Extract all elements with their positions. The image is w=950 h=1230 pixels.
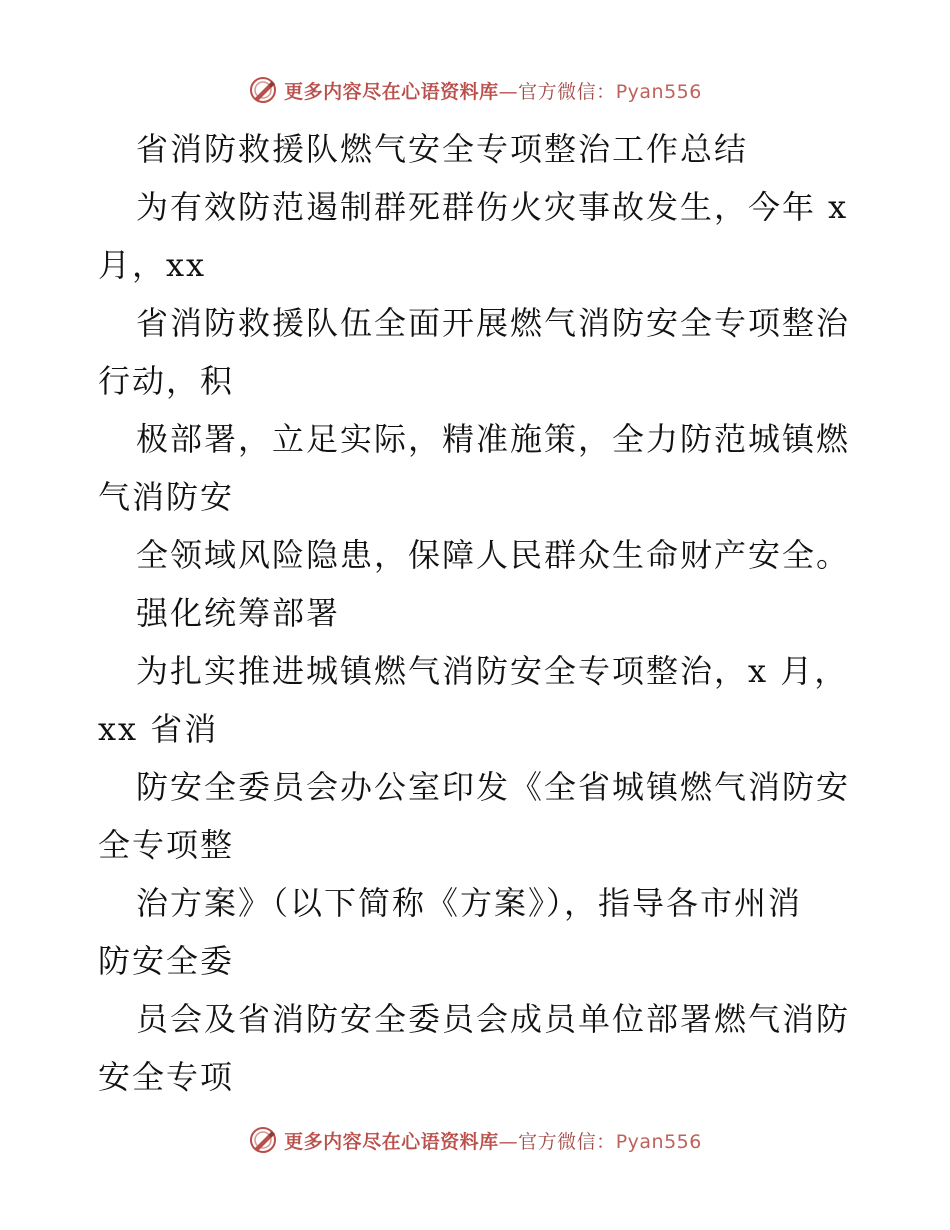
footer-separator: — <box>498 1130 519 1153</box>
paragraph-line: 安全专项 <box>98 1058 235 1096</box>
paragraph-line: 月，xx <box>98 246 207 284</box>
paragraph-line: 省消防救援队伍全面开展燃气消防安全专项整治 <box>136 304 851 342</box>
paragraph-line: 治方案》（以下简称《方案》），指导各市州消 <box>136 884 803 922</box>
paragraph-line: 全专项整 <box>98 826 235 864</box>
header-brand: 更多内容尽在心语资料库 <box>284 80 499 103</box>
paragraph-line: 防安全委员会办公室印发《全省城镇燃气消防安 <box>136 768 851 806</box>
paragraph-line: 气消防安 <box>98 478 235 516</box>
header-wechat-label: 官方微信： <box>518 80 616 103</box>
document-body <box>98 120 858 1106</box>
paragraph-line: xx 省消 <box>98 710 219 748</box>
footer-watermark <box>0 1120 950 1160</box>
pen-logo-icon <box>248 75 278 105</box>
header-separator: — <box>498 80 519 103</box>
paragraph-line: 员会及省消防安全委员会成员单位部署燃气消防 <box>136 1000 851 1038</box>
pen-logo-icon <box>248 1125 278 1155</box>
footer-brand: 更多内容尽在心语资料库 <box>284 1130 499 1153</box>
header-watermark-text <box>284 77 702 104</box>
paragraph-line: 行动，积 <box>98 362 235 400</box>
paragraph-line: 防安全委 <box>98 942 235 980</box>
footer-wechat-id: Pyan556 <box>615 1130 702 1153</box>
paragraph-line: 全领域风险隐患，保障人民群众生命财产安全。 <box>136 536 851 574</box>
header-wechat-id: Pyan556 <box>615 80 702 103</box>
document-title: 省消防救援队燃气安全专项整治工作总结 <box>136 130 749 168</box>
paragraph-line: 极部署，立足实际，精准施策，全力防范城镇燃 <box>136 420 851 458</box>
section-heading: 强化统筹部署 <box>136 594 341 632</box>
header-watermark <box>0 70 950 110</box>
footer-watermark-text <box>284 1127 702 1154</box>
footer-wechat-label: 官方微信： <box>518 1130 616 1153</box>
paragraph-line: 为有效防范遏制群死群伤火灾事故发生，今年 x <box>136 188 849 226</box>
paragraph-line: 为扎实推进城镇燃气消防安全专项整治，x 月， <box>136 652 849 690</box>
